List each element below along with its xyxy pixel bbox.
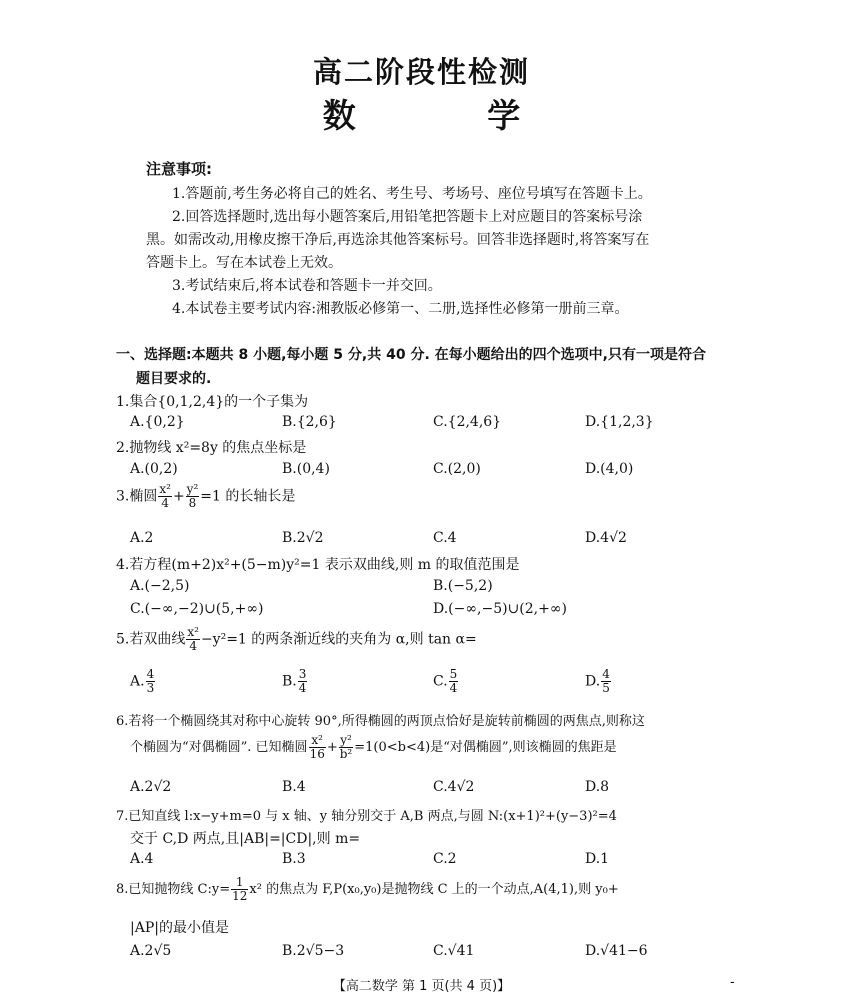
question-1-stem: 1.集合{0,1,2,4}的一个子集为 [116, 394, 309, 410]
notice-item-2-line-1: 2.回答选择题时,选出每小题答案后,用铅笔把答题卡上对应题目的答案标号涂 [172, 209, 643, 225]
question-5-stem-suffix: −y²=1 的两条渐近线的夹角为 α,则 tan α= [200, 631, 477, 648]
section-heading-line-2: 题目要求的. [136, 371, 212, 387]
fraction [146, 668, 156, 695]
page-footer: 【高二数学 第 1 页(共 4 页)】 [332, 979, 511, 994]
question-7-option-d: D.1 [585, 851, 610, 867]
footer-mark: - [730, 975, 735, 990]
fraction [186, 626, 200, 653]
question-8-line-1-prefix: 8.已知抛物线 C:y= [116, 882, 231, 897]
denominator: 12 [232, 889, 248, 903]
fraction [158, 483, 172, 510]
question-6-line-2 [130, 734, 617, 761]
denominator: 4 [161, 496, 169, 510]
question-7-option-a: A.4 [130, 851, 154, 867]
question-4-option-d: D.(−∞,−5)∪(2,+∞) [433, 601, 567, 617]
denominator: b² [339, 747, 353, 761]
question-7-option-b: B.3 [282, 851, 306, 867]
question-2-option-c: C.(2,0) [433, 461, 481, 477]
question-5-option-a [130, 668, 156, 695]
question-6-option-a: A.2√2 [130, 779, 172, 795]
question-5-stem-prefix: 5.若双曲线 [116, 631, 186, 648]
question-6-option-c: C.4√2 [433, 779, 475, 795]
question-1-option-a: A.{0,2} [130, 414, 185, 430]
notice-item-4: 4.本试卷主要考试内容:湘教版必修第一、二册,选择性必修第一册前三章。 [172, 301, 629, 317]
option-label: B. [282, 673, 297, 690]
denominator: 5 [602, 681, 610, 695]
question-4-option-b: B.(−5,2) [433, 578, 493, 594]
question-8-option-a: A.2√5 [130, 943, 172, 959]
question-3-option-c: C.4 [433, 530, 457, 546]
question-2-option-d: D.(4,0) [585, 461, 634, 477]
plus-sign: + [326, 740, 338, 755]
denominator: 3 [146, 681, 155, 695]
question-2-stem: 2.抛物线 x²=8y 的焦点坐标是 [116, 440, 307, 456]
exam-title: 高二阶段性检测 [312, 55, 530, 89]
fraction [186, 483, 200, 510]
denominator: 4 [189, 639, 197, 653]
option-label: C. [433, 673, 448, 690]
question-4-option-a: A.(−2,5) [130, 578, 190, 594]
denominator: 4 [449, 681, 458, 695]
question-3-stem [116, 483, 295, 510]
numerator: x² [159, 482, 171, 496]
numerator: 4 [146, 667, 155, 681]
fraction [309, 734, 326, 761]
question-7-line-1: 7.已知直线 l:x−y+m=0 与 x 轴、y 轴分别交于 A,B 两点,与圆 N:(x+1)²+(y−3)²=4 [116, 809, 617, 824]
option-label: A. [130, 673, 145, 690]
subject-title: 数 学 [322, 96, 581, 135]
question-1-option-b: B.{2,6} [282, 414, 337, 430]
question-3-stem-prefix: 3.椭圆 [116, 488, 158, 505]
question-5-option-b [282, 668, 308, 695]
question-6-line-2-prefix: 个椭圆为“对偶椭圆”. 已知椭圆 [130, 740, 308, 755]
question-3-option-b: B.2√2 [282, 530, 324, 546]
notice-item-1: 1.答题前,考生务必将自己的姓名、考生号、考场号、座位号填写在答题卡上。 [172, 186, 652, 202]
numerator: 3 [298, 667, 307, 681]
question-8-option-d: D.√41−6 [585, 943, 648, 959]
question-6-line-2-suffix: =1(0<b<4)是“对偶椭圆”,则该椭圆的焦距是 [354, 740, 617, 755]
question-6-option-b: B.4 [282, 779, 306, 795]
question-3-stem-suffix: =1 的长轴长是 [200, 488, 296, 505]
denominator: 8 [188, 496, 197, 510]
notice-item-2-line-3: 答题卡上。写在本试卷上无效。 [146, 255, 342, 271]
question-8-option-c: C.√41 [433, 943, 475, 959]
question-3-option-d: D.4√2 [585, 530, 627, 546]
fraction [231, 876, 248, 903]
numerator: y² [186, 482, 199, 496]
question-6-line-1: 6.若将一个椭圆绕其对称中心旋转 90°,所得椭圆的两顶点恰好是旋转前椭圆的两焦点,则称这 [116, 714, 645, 729]
question-8-option-b: B.2√5−3 [282, 943, 345, 959]
question-1-option-c: C.{2,4,6} [433, 414, 502, 430]
numerator: 4 [602, 667, 610, 681]
option-label: D. [585, 673, 601, 690]
question-6-option-d: D.8 [585, 779, 610, 795]
fraction [298, 668, 308, 695]
numerator: 5 [449, 667, 458, 681]
question-8-line-1 [116, 876, 619, 903]
question-2-option-b: B.(0,4) [282, 461, 330, 477]
question-5-option-c [433, 668, 459, 695]
notice-heading: 注意事项: [146, 160, 212, 178]
fraction [601, 668, 611, 695]
question-3-option-a: A.2 [130, 530, 154, 546]
question-4-option-c: C.(−∞,−2)∪(5,+∞) [130, 601, 264, 617]
question-8-line-1-suffix: x² 的焦点为 F,P(x₀,y₀)是抛物线 C 上的一个动点,A(4,1),则 y₀+ [249, 882, 619, 897]
question-4-stem: 4.若方程(m+2)x²+(5−m)y²=1 表示双曲线,则 m 的取值范围是 [116, 557, 520, 573]
plus-sign: + [172, 488, 185, 505]
fraction [339, 734, 354, 761]
denominator: 16 [309, 747, 325, 761]
fraction [449, 668, 459, 695]
notice-item-2-line-2: 黑。如需改动,用橡皮擦干净后,再选涂其他答案标号。回答非选择题时,将答案写在 [146, 232, 650, 248]
question-5-option-d [585, 668, 612, 695]
numerator: 1 [231, 876, 248, 890]
question-2-option-a: A.(0,2) [130, 461, 178, 477]
question-1-option-d: D.{1,2,3} [585, 414, 654, 430]
question-8-line-2: |AP|的最小值是 [130, 920, 229, 936]
question-7-option-c: C.2 [433, 851, 457, 867]
denominator: 4 [298, 681, 307, 695]
numerator: y² [340, 733, 352, 747]
numerator: x² [187, 625, 199, 639]
numerator: x² [309, 734, 326, 748]
notice-item-3: 3.考试结束后,将本试卷和答题卡一并交回。 [172, 278, 442, 294]
question-5-stem [116, 626, 477, 653]
section-heading-line-1: 一、选择题:本题共 8 小题,每小题 5 分,共 40 分. 在每小题给出的四个选项中,只有一项是符合 [116, 347, 706, 363]
question-7-line-2: 交于 C,D 两点,且|AB|=|CD|,则 m= [130, 831, 361, 847]
